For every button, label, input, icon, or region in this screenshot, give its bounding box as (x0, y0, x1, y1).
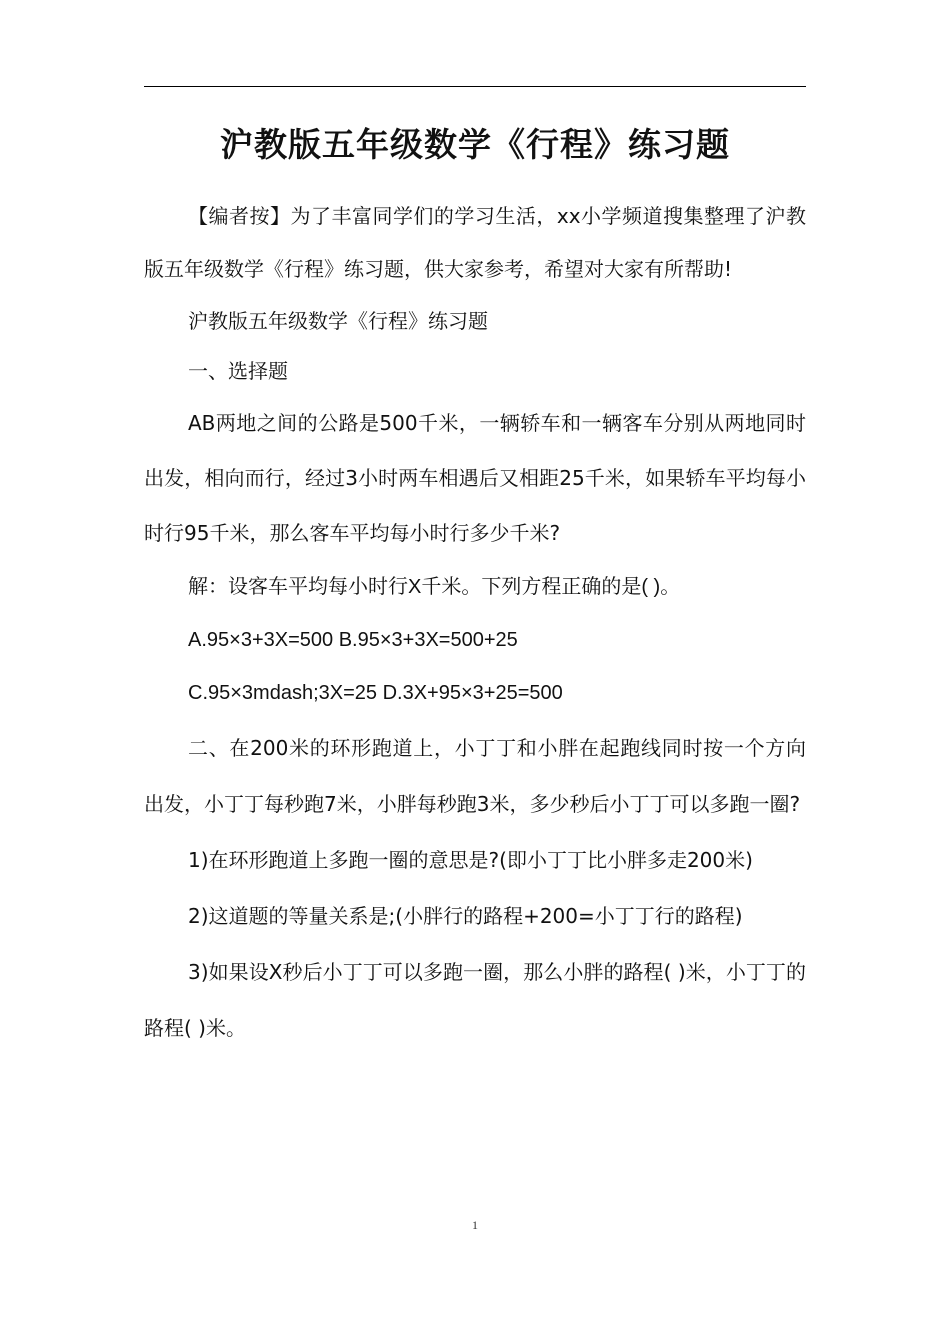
document-body (144, 190, 806, 1056)
section-heading-choice: 一、选择题 (188, 359, 288, 383)
question-1-options-ab: A.95×3+3X=500 B.95×3+3X=500+25 (188, 629, 518, 651)
document-title: 沪教版五年级数学《行程》练习题 (220, 125, 730, 164)
question-1-text: AB两地之间的公路是500千米，一辆轿车和一辆客车分别从两地同时出发，相向而行，经过3小时两车相遇后又相距25千米，如果轿车平均每小时行95千米，那么客车平均每小时行多少千米? (144, 411, 806, 545)
question-1-options-cd: C.95×3mdash;3X=25 D.3X+95×3+25=500 (188, 682, 563, 704)
question-1-solution: 解：设客车平均每小时行X千米。下列方程正确的是( )。 (188, 576, 681, 598)
header-rule (144, 86, 806, 87)
page-number: 1 (472, 1218, 478, 1232)
editor-note-paragraph: 【编者按】为了丰富同学们的学习生活，xx小学频道搜集整理了沪教版五年级数学《行程》练习题，供大家参考，希望对大家有所帮助! (144, 204, 806, 281)
question-2-text: 二、在200米的环形跑道上，小丁丁和小胖在起跑线同时按一个方向出发，小丁丁每秒跑7米，小胖每秒跑3米，多少秒后小丁丁可以多跑一圈? (144, 736, 806, 816)
question-2-step-3: 3)如果设X秒后小丁丁可以多跑一圈，那么小胖的路程( )米，小丁丁的路程( )米。 (144, 960, 806, 1040)
subtitle-paragraph: 沪教版五年级数学《行程》练习题 (188, 309, 488, 333)
question-2-step-2: 2)这道题的等量关系是;(小胖行的路程+200=小丁丁行的路程) (188, 904, 743, 928)
question-2-step-1: 1)在环形跑道上多跑一圈的意思是?(即小丁丁比小胖多走200米) (188, 848, 753, 872)
